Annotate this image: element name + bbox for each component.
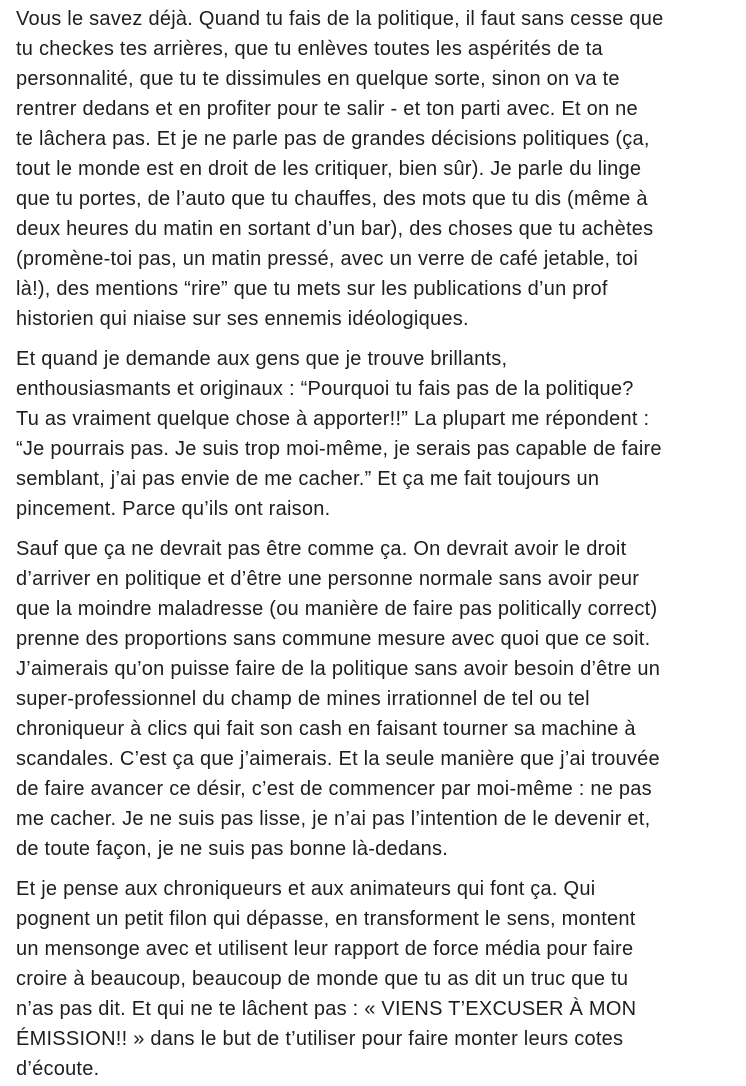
post-text-line: prenne des proportions sans commune mesure avec quoi que ce soit. bbox=[16, 628, 651, 650]
post-text-line: croire à beaucoup, beaucoup de monde que tu as dit un truc que tu bbox=[16, 968, 629, 990]
post-text-line: que tu portes, de l’auto que tu chauffes, des mots que tu dis (même à bbox=[16, 188, 648, 210]
post-paragraph bbox=[16, 344, 730, 524]
post-text-line: Sauf que ça ne devrait pas être comme ça. On devrait avoir le droit bbox=[16, 538, 627, 560]
post-paragraph bbox=[16, 534, 730, 864]
post-paragraph bbox=[16, 4, 730, 334]
post-text-line: Et quand je demande aux gens que je trouve brillants, bbox=[16, 348, 508, 370]
post-text-line: deux heures du matin en sortant d’un bar), des choses que tu achètes bbox=[16, 218, 654, 240]
post-text-line: “Je pourrais pas. Je suis trop moi-même, je serais pas capable de faire bbox=[16, 438, 662, 460]
post-text-line: (promène-toi pas, un matin pressé, avec un verre de café jetable, toi bbox=[16, 248, 639, 270]
post-text-line: n’as pas dit. Et qui ne te lâchent pas : « VIENS T’EXCUSER À MON bbox=[16, 998, 637, 1020]
post-text-line: tout le monde est en droit de les critiquer, bien sûr). Je parle du linge bbox=[16, 158, 642, 180]
post-text-line: ÉMISSION!! » dans le but de t’utiliser pour faire monter leurs cotes bbox=[16, 1028, 624, 1050]
post-text-line: historien qui niaise sur ses ennemis idéologiques. bbox=[16, 308, 469, 330]
post-text-line: super-professionnel du champ de mines irrationnel de tel ou tel bbox=[16, 688, 590, 710]
post-text-line: de toute façon, je ne suis pas bonne là-dedans. bbox=[16, 838, 449, 860]
post-text-line: Vous le savez déjà. Quand tu fais de la politique, il faut sans cesse que bbox=[16, 8, 664, 30]
post-text-line: enthousiasmants et originaux : “Pourquoi tu fais pas de la politique? bbox=[16, 378, 634, 400]
post-text-line: un mensonge avec et utilisent leur rapport de force média pour faire bbox=[16, 938, 634, 960]
post-text-line: que la moindre maladresse (ou manière de faire pas politically correct) bbox=[16, 598, 658, 620]
post-text-line: d’arriver en politique et d’être une personne normale sans avoir peur bbox=[16, 568, 640, 590]
post-text-line: tu checkes tes arrières, que tu enlèves toutes les aspérités de ta bbox=[16, 38, 603, 60]
post-text-line: J’aimerais qu’on puisse faire de la politique sans avoir besoin d’être un bbox=[16, 658, 661, 680]
post-text-line: là!), des mentions “rire” que tu mets sur les publications d’un prof bbox=[16, 278, 608, 300]
post-text-line: te lâchera pas. Et je ne parle pas de grandes décisions politiques (ça, bbox=[16, 128, 650, 150]
post-text-line: d’écoute. bbox=[16, 1058, 100, 1080]
post-text-line: Et je pense aux chroniqueurs et aux animateurs qui font ça. Qui bbox=[16, 878, 596, 900]
post-text-line: personnalité, que tu te dissimules en quelque sorte, sinon on va te bbox=[16, 68, 620, 90]
post-text-line: semblant, j’ai pas envie de me cacher.” Et ça me fait toujours un bbox=[16, 468, 600, 490]
post-text-line: de faire avancer ce désir, c’est de commencer par moi-même : ne pas bbox=[16, 778, 652, 800]
post-paragraph bbox=[16, 874, 730, 1084]
post-text-line: rentrer dedans et en profiter pour te salir - et ton parti avec. Et on ne bbox=[16, 98, 638, 120]
post-text-line: scandales. C’est ça que j’aimerais. Et la seule manière que j’ai trouvée bbox=[16, 748, 660, 770]
post-text-line: chroniqueur à clics qui fait son cash en faisant tourner sa machine à bbox=[16, 718, 636, 740]
post-text-line: pincement. Parce qu’ils ont raison. bbox=[16, 498, 331, 520]
post-text-line: Tu as vraiment quelque chose à apporter!!” La plupart me répondent : bbox=[16, 408, 650, 430]
post-text-line: pognent un petit filon qui dépasse, en transforment le sens, montent bbox=[16, 908, 636, 930]
post-text-line: me cacher. Je ne suis pas lisse, je n’ai pas l’intention de le devenir et, bbox=[16, 808, 651, 830]
